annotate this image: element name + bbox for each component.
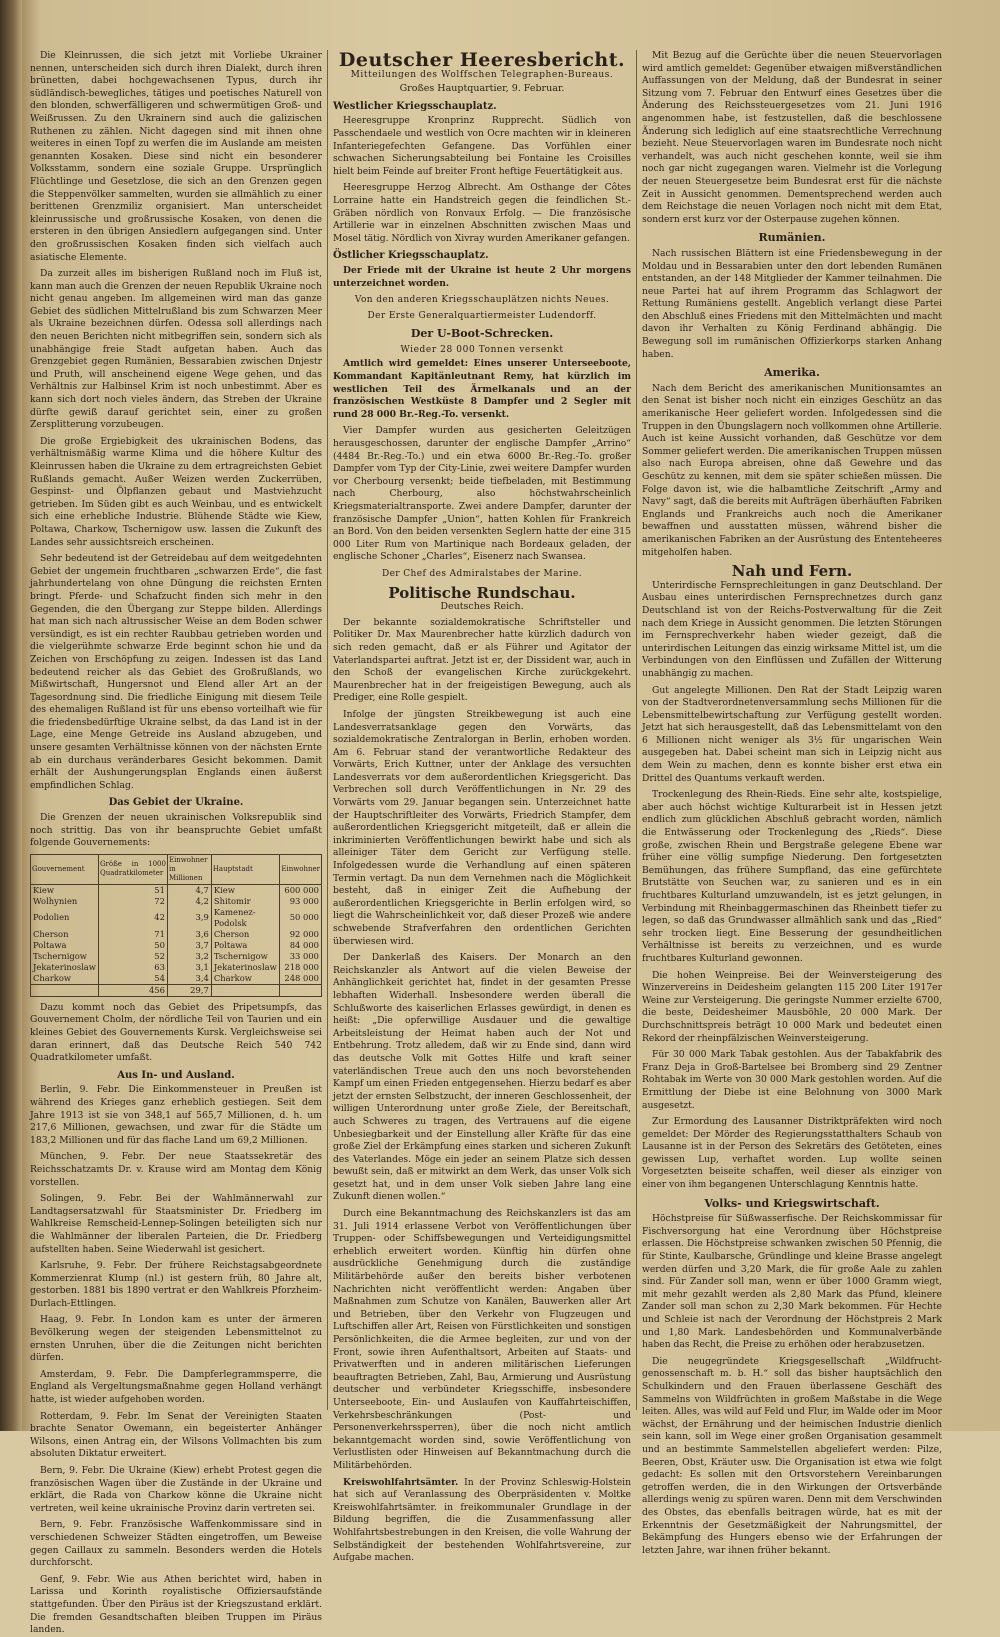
heeresbericht-paragraph: Heeresgruppe Herzog Albrecht. Am Osthange der Côtes Lorraine hatte ein Handstreich gegen die feindlichen St.-Gräben nördlich von Ronvaux Erfolg. — Die französische Artillerie war in einzelnen Abschnitten zwischen Maas und Mosel tätig. Nördlich von Xivray wurden Amerikaner gefangen.: [333, 182, 631, 244]
news-item: München, 9. Febr. Der neue Staatssekretär des Reichsschatzamts Dr. v. Krause wird am Montag dem König vorstellen.: [30, 1151, 322, 1188]
news-item: Rotterdam, 9. Febr. Im Senat der Vereinigten Staaten brachte Senator Owemann, ein begeisterter Anhänger Wilsons, einen Antrag ein, der Wilsons Vollmachten bis zum absoluten Diktatur erweitert.: [30, 1410, 322, 1460]
left-column: [30, 50, 322, 1636]
column-rule: [636, 50, 637, 1410]
ukraine-territory-heading: Das Gebiet der Ukraine.: [108, 797, 244, 809]
ukraine-territory-intro: Die Grenzen der neuen ukrainischen Volksrepublik sind noch strittig. Das von ihr beanspruchte Gebiet umfaßt folgende Gouvernements:: [30, 812, 322, 849]
table-header: Größe in 1000 Quadratkilometer: [98, 854, 167, 884]
table-cell: 3,9: [167, 907, 211, 929]
table-header: Gouvernement: [31, 854, 99, 884]
amerika-text: Nach dem Bericht des amerikanischen Munitionsamtes an den Senat ist bisher noch nicht ein einziges Geschütz an das amerikanische Heer geliefert worden. Infolgedessen sind die Truppen in den Übungslagern noch vollkommen ohne Artillerie. Auch ist keine Aussicht vorhanden, daß Geschütze vor dem Sommer geliefert werden. Die amerikanischen Truppen müssen also nach Europa abreisen, ohne daß Gewehre und das Geschütz zu kennen, mit dem sie später schießen müssen. Die Folge davon ist, wie die halbamtliche Zeitschrift „Army and Navy“ sagt, daß die bereits mit Aufträgen überhäuften Fabriken Englands und Frankreichs auch noch die Amerikaner bewaffnen und ausstatten müssen, während bisher die amerikanischen Fabriken an der Ausrüstung des Ententeheeres mitgeholfen haben.: [642, 382, 942, 558]
binding-edge: [0, 0, 22, 1431]
table-cell: 456: [98, 984, 167, 996]
table-cell: Kiew: [211, 884, 280, 896]
news-item: Amsterdam, 9. Febr. Die Dampferlegrammsperre, die England als Vergeltungsmaßnahme gegen Holland verhängt hatte, ist wieder aufgehoben worden.: [30, 1368, 322, 1406]
table-cell: 50: [98, 940, 167, 951]
politik-paragraph: Der Dankerlaß des Kaisers. Der Monarch an den Reichskanzler als Antwort auf die vielen Beweise der Anhänglichkeit gerichtet hat, findet in der gesamten Presse lebhaften Widerhall. Insbesondere werden überall die Schlußworte des kaiserlichen Erlasses gewürdigt, in denen es heißt: „Die opferwillige Ausdauer und die gewaltige Arbeitsleistung der Heimat haben auch der Not und Entbehrung. Trotz alledem, daß wir zu Ende sind, dann wird das deutsche Volk mit Gottes Hilfe und kraft seiner vaterländischen Treue auch den uns noch bevorstehenden Kampf um einen Frieden entgegensehen. Hierzu bedarf es aber jetzt der ernsten Selbstzucht, der inneren Geschlossenheit, der willigen Unterordnung unter große Ziele, der Bereitschaft, auch Schweres zu tragen, des Vertrauens auf die eigene Unbesiegbarkeit und der Einstellung aller Kräfte für das eine große Ziel der Erkämpfung eines starken und sicheren Zukunft des Vaterlandes. Möge ein jeder an seinem Platze sich dessen bewußt sein, daß er mitwirkt an dem Werk, das unser Volk sich gesetzt hat, und in dem unser Volk sieben Jahre lang eine Zukunft dienen wollen.“: [333, 952, 631, 1203]
politik-title: Politische Rundschau.: [388, 583, 576, 602]
uboot-lead: Amtlich wird gemeldet: Eines unserer Unterseeboote, Kommandant Kapitänleutnant Remy, hat kürzlich im westlichen Teil des Ärmelkanals und an der französischen Westküste 8 Dampfer und 2 Segler mit rund 28 000 Br.-Reg.-To. versenkt.: [333, 358, 631, 420]
kreiswohlfahrt-heading: Kreiswohlfahrtsämter.: [343, 1476, 459, 1488]
table-cell: [211, 984, 280, 996]
news-item: Karlsruhe, 9. Febr. Der frühere Reichstagsabgeordnete Kommerzienrat Klump (nl.) ist gestern früh, 80 Jahre alt, gestorben. 1881 bis 1890 vertrat er den Wahlkreis Pforzheim-Durlach-Ettlingen.: [30, 1260, 322, 1309]
east-front-text: Der Friede mit der Ukraine ist heute 2 Uhr morgens unterzeichnet worden.: [333, 264, 631, 289]
table-cell: 92 000: [280, 929, 322, 940]
table-cell: 42: [98, 907, 167, 929]
uboot-subtitle: Wieder 28 000 Tonnen versenkt: [400, 344, 564, 355]
table-cell: Cherson: [211, 929, 280, 940]
table-cell: Cherson: [31, 929, 99, 940]
table-cell: Charkow: [31, 973, 99, 985]
table-cell: Jekaterinoslaw: [211, 962, 280, 973]
west-front-heading: Westlicher Kriegsschauplatz.: [333, 100, 497, 112]
kreiswohlfahrt-text: In der Provinz Schleswig-Holstein hat sich auf Veranlassung des Oberpräsidenten v. Moltke Kreiswohlfahrtsämter. in freikommunaler Grundlage in der Bildung begriffen, die die Zusammenfassung aller Wohlfahrtsbestrebungen in den Kreisen, die volle Wahrung der Selbständigkeit der bestehenden Wohlfahrtsvereine, zur Aufgabe machen.: [333, 1476, 631, 1564]
right-column: [642, 50, 942, 1556]
amerika-heading: Amerika.: [764, 366, 820, 380]
table-cell: 4,2: [167, 896, 211, 907]
news-item: Bern, 9. Febr. Französische Waffenkommissare sind in verschiedenen Schweizer Städten eingetroffen, um Beweise gegen Caillaux zu sammeln. Besonders werden die Hotels durchforscht.: [30, 1519, 322, 1569]
nahfern-item: Zur Ermordung des Lausanner Distriktpräfekten wird noch gemeldet: Der Mörder des Regierungsstatthalters Schaub von Lausanne ist in der Person des Sekretärs des Getöteten, eines gewissen Lup, verhaftet worden. Lup wollte seinen Vorgesetzten beiseite schaffen, weil dieser als einziger von einer von ihm begangenen Unterschlagung Kenntnis hatte.: [642, 1116, 942, 1191]
news-item: Haag, 9. Febr. In London kam es unter der ärmeren Bevölkerung wegen der steigenden Lebensmittelnot zu ernsten Unruhen, über die die Zeitungen nicht berichten dürfen.: [30, 1314, 322, 1364]
table-cell: Wolhynien: [31, 896, 99, 907]
table-cell: 3,4: [167, 973, 211, 985]
table-cell: 248 000: [280, 973, 322, 985]
table-cell: 3,2: [167, 951, 211, 962]
table-cell: Jekaterinoslaw: [31, 962, 99, 973]
table-row: [31, 973, 322, 985]
inland-heading: Aus In- und Ausland.: [117, 1069, 235, 1081]
politik-paragraph: Der bekannte sozialdemokratische Schriftsteller und Politiker Dr. Max Maurenbrecher hatte kürzlich dadurch von sich reden gemacht, daß er als Führer und Agitator der Vaterlandspartei auftrat. Jetzt ist er, der Dissident war, auch in den Schoß der evangelischen Kirche zurückgekehrt. Maurenbrecher hat in der freigeistigen Bewegung, auch als Prediger, eine Rolle gespielt.: [333, 616, 631, 704]
ukraine-article-paragraph: Sehr bedeutend ist der Getreidebau auf dem weitgedehnten Gebiet der ungemein fruchtbaren „schwarzen Erde“, die fast jahrhundertelang von ohne Düngung die reichsten Ernten bringt. Pferde- und Schafzucht finden sich mehr in den Gegenden, die den Übergang zur Steppe bilden. Allerdings hat man sich nach altrussischer Weise an dem Boden schwer versündigt, es ist ein rechter Raubbau getrieben worden und die vielgerühmte schwarze Erde beginnt schon hie und da Zeichen von Erschöpfung zu zeigen. Indessen ist das Land bedeutend reicher als das Gebiet des Großrußlands, wo Mißwirtschaft, Hungersnot und Elend aller Art an der Tagesordnung sind. Die friedliche Einigung mit diesem Teile des ehemaligen Rußland ist für uns ebenso vorteilhaft wie für die friedensbedürftige Ukraine selbst, da das Land ist in der Lage, eine Menge Getreide ins Ausland abzugeben, und unsere gesamten Verhältnisse können von der nächsten Ernte ab ein durchaus veränderbares Gesicht bekommen. Damit erhält der Aushungerungsplan Englands einen äußerst empfindlichen Schlag.: [30, 553, 322, 791]
table-cell: Tschernigow: [31, 951, 99, 962]
table-cell: 3,7: [167, 940, 211, 951]
gouvernement-table-body: [31, 884, 322, 996]
table-row: [31, 896, 322, 907]
gouvernement-table: [30, 854, 322, 997]
table-cell: 33 000: [280, 951, 322, 962]
east-front-heading: Östlicher Kriegsschauplatz.: [333, 250, 489, 262]
table-cell: 84 000: [280, 940, 322, 951]
ukraine-article-paragraph: Die Kleinrussen, die sich jetzt mit Vorliebe Ukrainer nennen, unterscheiden sich durch ihren Dialekt, durch ihren brünetten, dabei hochgewachsenen Typus, durch ihr südländisch-bewegliches, tätiges und poetisches Naturell von den blonden, schwerfälligeren und schwermütigen Groß- und Weißrussen. Zu den Ukrainern sind auch die galizischen Ruthenen zu zählen. Nicht dagegen sind mit ihnen ohne weiteres in einen Topf zu werfen die im Auslande am meisten genannten Kosaken. Diese sind nicht ein besonderer Volksstamm, sondern eine soziale Gruppe. Ursprünglich Flüchtlinge und Gesetzlose, die sich an den Grenzen gegen die Steppenvölker sammelten, wurden sie allmählich zu einer berittenen Grenzmiliz organisiert. Man unterscheidet kleinrussische und großrussische Kosaken, von denen die ersteren in den übrigen Ansiedlern aufgegangen sind. Unter den großrussischen Kosaken finden sich vielfach auch asiatische Elemente.: [30, 50, 322, 263]
kreiswohlfahrt-paragraph: [333, 1477, 631, 1565]
nahfern-item: Trockenlegung des Rhein-Rieds. Eine sehr alte, kostspielige, aber auch höchst wichtige Kulturarbeit ist in Hessen jetzt endlich zum glücklichen Abschluß gebracht worden, nämlich die Entwässerung oder Trockenlegung des „Rieds“. Diese große, zwischen Rhein und Bergstraße gelegene Ebene war früher eine völlig sumpfige Niederung. Den fortgesetzten Bemühungen, das frühere Sumpfland, das eine gefürchtete Brutstätte von Seuchen war, zu sanieren und es in ein fruchtbares Kulturland umzuwandeln, ist es jetzt gelungen, in Verbindung mit Rheinbaggermaschinen das Rheinbett tiefer zu legen, so daß das Grundwasser allmählich sank und das „Ried“ sehr trocken liegt. Eine Besserung der gesundheitlichen Verhältnisse ist bereits zu verzeichnen, und es wurde fruchtbares Kulturland gewonnen.: [642, 789, 942, 964]
table-row: [31, 929, 322, 940]
table-cell: 29,7: [167, 984, 211, 996]
nahfern-heading: Nah und Fern.: [731, 562, 853, 581]
nahfern-item: Gut angelegte Millionen. Den Rat der Stadt Leipzig waren von der Stadtverordnetenversammlung sechs Millionen für die Lebensmittelbewirtschaftung zur Verfügung gestellt worden. Jetzt hat sich herausgestellt, daß das Lebensmittelamt von den 6 Millionen nicht weniger als 3½ für ungarischen Wein ausgegeben hat. Dabei scheint man sich in Leipzig nicht aus dem Wein zu machen, denn es konnte bisher erst etwa ein Drittel des Quantums verkauft werden.: [642, 684, 942, 784]
table-row: [31, 940, 322, 951]
table-cell: Tschernigow: [211, 951, 280, 962]
ukraine-article-paragraph: Die große Ergiebigkeit des ukrainischen Bodens, das verhältnismäßig warme Klima und die höhere Kultur des Kleinrussen haben die Ukraine zu dem ertragreichsten Gebiet Rußlands gemacht. Außer Weizen werden Zuckerrüben, Gespinst- und Ölpflanzen gebaut und Mastviehzucht getrieben. Im Süden gibt es auch Weinbau, und es entwickelt sich eine erhebliche Industrie. Blühende Städte wie Kiew, Poltawa, Charkow, Tschernigow usw. lassen die Zukunft des Landes sehr aussichtsreich erscheinen.: [30, 435, 322, 548]
nahfern-item: Die hohen Weinpreise. Bei der Weinversteigerung des Winzervereins in Deidesheim gelangten 115 200 Liter 1917er Weine zur Versteigerung. Die geringste Nummer erzielte 6700, die beste, Deidesheimer Mausböhle, 20 000 Mark. Der Durchschnittspreis beträgt 10 000 Mark und bedeutet einen Rekord der rheinpfälzischen Weinversteigerung.: [642, 969, 942, 1044]
table-cell: 50 000: [280, 907, 322, 929]
rumaenien-text: Nach russischen Blättern ist eine Friedensbewegung in der Moldau und in Bessarabien unter den dort lebenden Rumänen entstanden, an der 148 Mitglieder der Kammer teilnahmen. Die neue Partei hat auf ihrem Programm das Schlagwort der Rettung Rumäniens gestellt. Angeblich verlangt diese Partei den Abschluß eines Friedens mit den Mittelmächten und macht davon ihr Verhalten zu König Ferdinand abhängig. Die Bewegung soll im rumänischen Offizierkorps starken Anhang haben.: [642, 247, 942, 360]
table-header: Einwohner: [280, 854, 322, 884]
table-cell: Shitomir: [211, 896, 280, 907]
table-cell: Charkow: [211, 973, 280, 985]
nahfern-item: Für 30 000 Mark Tabak gestohlen. Aus der Tabakfabrik des Franz Deja in Groß-Bartelsee bei Bromberg sind 29 Zentner Rohtabak im Werte von 30 000 Mark gestohlen worden. Auf die Ermittlung der Diebe ist eine Belohnung von 3000 Mark ausgesetzt.: [642, 1049, 942, 1111]
table-cell: 63: [98, 962, 167, 973]
table-row: [31, 907, 322, 929]
table-cell: 4,7: [167, 884, 211, 896]
table-cell: 71: [98, 929, 167, 940]
news-item: Berlin, 9. Febr. Die Einkommensteuer in Preußen ist während des Krieges ganz erheblich gestiegen. Seit dem Jahre 1913 ist sie von 348,1 auf 565,7 Millionen, d. h. um 217,6 Millionen, gewachsen, und zwar für die Städte um 183,2 Millionen und für das flache Land um 69,2 Millionen.: [30, 1084, 322, 1146]
other-fronts-text: Von den anderen Kriegsschauplätzen nichts Neues.: [354, 295, 610, 306]
table-cell: Podolien: [31, 907, 99, 929]
table-cell: Kiew: [31, 884, 99, 896]
table-cell: Poltawa: [211, 940, 280, 951]
table-cell: 600 000: [280, 884, 322, 896]
table-row: [31, 884, 322, 896]
rumaenien-heading: Rumänien.: [758, 231, 826, 245]
heeresbericht-paragraph: Heeresgruppe Kronprinz Rupprecht. Südlich von Passchendaele und westlich von Ocre machten wir in kleineren Infanteriegefechten Gefangene. Das Vorfühlen einer schwachen Sicherungsabteilung bei Fontaine les Croisilles hielt beim Feinde auf breiter Front heftige Feuertätigkeit aus.: [333, 115, 631, 177]
table-cell: 52: [98, 951, 167, 962]
middle-column: [333, 49, 631, 1564]
table-cell: 93 000: [280, 896, 322, 907]
uboot-signature: Der Chef des Admiralstabes der Marine.: [381, 568, 583, 579]
table-cell: Poltawa: [31, 940, 99, 951]
table-cell: Kamenez-Podolsk: [211, 907, 280, 929]
table-cell: 54: [98, 973, 167, 985]
table-header: Hauptstadt: [211, 854, 280, 884]
news-item: Genf, 9. Febr. Wie aus Athen berichtet wird, haben in Larissa und Korinth royalistische Offiziersaufstände stattgefunden. Über den Piräus ist der Kriegszustand erklärt. Die fremden Gesandtschaften bleiben Truppen im Piräus landen.: [30, 1573, 322, 1636]
table-header: Einwohner in Millionen: [167, 854, 211, 884]
table-cell: 3,6: [167, 929, 211, 940]
politik-paragraph: Durch eine Bekanntmachung des Reichskanzlers ist das am 31. Juli 1914 erlassene Verbot von Veröffentlichungen über Truppen- oder Schiffsbewegungen und Verteidigungsmittel erheblich erweitert worden. Künftig hin dürfen ohne ausdrückliche Genehmigung durch die zuständige Militärbehörde außer den bereits bisher verbotenen Nachrichten nicht veröffentlicht werden: Angaben über Maßnahmen zum Schutze von Kanälen, Bauwerken aller Art und Betrieben, über den Verkehr von Flugzeugen und Luftschiffen aller Art, Reisen von Fürstlichkeiten und sonstigen Persönlichkeiten, die die Armee begleiten, zur und von der Front, sowie ihren Aufenthaltsort, Arbeiten auf Staats- und Privatwerften und in anderen militärischen Lieferungen beauftragten Betrieben, Zahl, Bau, Armierung und Ausrüstung deutscher und verbündeter Kriegsschiffe, insbesondere Unterseeboote, Ein- und Auslaufen von Kauffahrteischiffen, Verkehrsbeschränkungen (Post- und Personenverkehrssperren), über die noch nicht amtlich bekanntgemacht worden sind, sowie Veröffentlichung von Verlustlisten oder Hinweisen auf Bekanntmachung durch die Militärbehörden.: [333, 1208, 631, 1471]
table-cell: 72: [98, 896, 167, 907]
volkswirtschaft-item: Höchstpreise für Süßwasserfische. Der Reichskommissar für Fischversorgung hat eine Verordnung über Höchstpreise erlassen. Die Höchstpreise schwanken zwischen 50 Pfennig, die für Stinte, Kaulbarsche, Gründlinge und kleine Brasse angelegt werden dürfen und 3,20 Mark, die für große Aale zu zahlen sind. Für Zander soll man, wenn er über 1000 Gramm wiegt, mit mehr gezahlt werden als 2,80 Mark das Pfund, kleinere Zander soll man schon zu 2,30 Mark bekommen. Für Hechte und Schleie ist nach der Verordnung der Höchstpreis 2 Mark und 1,80 Mark. Landesbehörden und Kommunalverbände haben das Recht, die Preise zu erhöhen oder herabzusetzen.: [642, 1213, 942, 1351]
heeresbericht-title: Deutscher Heeresbericht.: [338, 49, 626, 71]
heeresbericht-dateline: Großes Hauptquartier, 9. Februar.: [399, 83, 565, 95]
volkswirtschaft-heading: Volks- und Kriegswirtschaft.: [704, 1196, 880, 1210]
politik-paragraph: Infolge der jüngsten Streikbewegung ist auch eine Landesverratsanklage gegen den Vorwärts, das sozialdemokratische Zentralorgan in Berlin, erhoben worden. Am 6. Februar stand der verantwortliche Redakteur des Vorwärts, Erich Kuttner, unter der Anklage des versuchten Landesverrats vor dem außerordentlichen Kriegsgericht. Das Verbrechen soll durch Veröffentlichungen in Nr. 29 des Vorwärts vom 29. Januar begangen sein. Unterzeichnet hatte der Hauptschriftleiter des Vorwärts, Friedrich Stampfer, dem außerordentlichen Kriegsgericht mitgeteilt, daß er allein die inkriminierten Veröffentlichungen bewirkt habe und sich als alleiniger Täter dem Gericht zur Verfügung stelle. Infolgedessen wurde die Verhandlung auf einen späteren Termin vertagt. Da nun dem Vernehmen nach die Möglichkeit besteht, daß in einiger Zeit die Aufhebung der außerordentlichen Kriegsgerichte in Berlin erfolgen wird, so liegt die Wahrscheinlichkeit vor, daß dieser Prozeß wie andere schwebende Strafverfahren den ordentlichen Gerichten überwiesen wird.: [333, 708, 631, 947]
heeresbericht-subtitle: Mitteilungen des Wolffschen Telegraphen-Bureaus.: [350, 69, 614, 80]
uboot-title: Der U-Boot-Schrecken.: [410, 327, 554, 341]
news-item: Solingen, 9. Febr. Bei der Wahlmännerwahl zur Landtagsersatzwahl für Staatsminister Dr. Friedberg im Wahlkreise Remscheid-Lennep-Solingen beteiligten sich nur die Wahlmänner der liberalen Parteien, die Dr. Friedberg aufstellten haben. Seine Wiederwahl ist gesichert.: [30, 1193, 322, 1255]
news-item: Bern, 9. Febr. Die Ukraine (Kiew) erhebt Protest gegen die französischen Wagen über die Zustände in der Ukraine und erklärt, die Rada von Charkow könne die Ukraine nicht vertreten, weil keine ukrainische Provinz darin vertreten sei.: [30, 1465, 322, 1514]
ukraine-article-paragraph: Da zurzeit alles im bisherigen Rußland noch im Fluß ist, kann man auch die Grenzen der neuen Republik Ukraine noch nicht genau angeben. Im allgemeinen wird man das ganze Gebiet des südlichen Mittelrußland bis zum Schwarzen Meer als Ukraine bezeichnen dürfen. Odessa soll allerdings nach den neuen Berichten nicht mitbegriffen sein, sondern sich als unabhängige freie Stadt aufgetan haben. Auch das Grenzgebiet gegen Rumänien, Bessarabien zwischen Dnjestr und Pruth, will anscheinend eigene Wege gehen, und das Verhältnis zur Halbinsel Krim ist noch unbestimmt. Aber es kann sich dort noch vieles ändern, das Streben der Ukraine dürfte gewiß darauf gerichtet sein, einer zu großen Zersplitterung vorzubeugen.: [30, 268, 322, 431]
column-rule: [327, 50, 328, 1410]
table-cell: 3,1: [167, 962, 211, 973]
uboot-paragraph: Vier Dampfer wurden aus gesicherten Geleitzügen herausgeschossen, darunter der englische Dampfer „Arrino“ (4484 Br.-Reg.-To.) und ein etwa 6000 Br.-Reg.-To. großer Dampfer vom Typ der City-Linie, zwei weitere Dampfer wurden vor Cherbourg versenkt; beide tiefbeladen, mit Bestimmung nach Cherbourg, also höchstwahrscheinlich Kriegsmaterialtransporte. Zwei andere Dampfer, darunter der französische Dampfer „Union“, hatten Kohlen für Frankreich an Bord. Von den beiden versenkten Seglern hatte der eine 315 000 Liter Rum von Martinique nach Bordeaux geladen, der englische Schoner „Charles“, Eisenerz nach Swansea.: [333, 425, 631, 563]
table-cell: [31, 984, 99, 996]
table-total-row: [31, 984, 322, 996]
table-cell: 51: [98, 884, 167, 896]
table-cell: 218 000: [280, 962, 322, 973]
steuer-paragraph: Mit Bezug auf die Gerüchte über die neuen Steuervorlagen wird amtlich gemeldet: Gegenüber etwaigen mißverständlichen Auffassungen von der Meldung, daß der Bundesrat in seiner Sitzung vom 7. Februar den Entwurf eines Gesetzes über die Änderung des Reichssteuergesetzes vom 21. Juni 1916 angenommen habe, ist festzustellen, daß die beschlossene Änderung sich lediglich auf eine staatsrechtliche Verrechnung bezieht. Neue Steuervorlagen waren im Bundesrate noch nicht verhandelt, was auch nicht geschehen konnte, weil sie ihm noch gar nicht zugegangen waren. Vielmehr ist die Vorlegung der neuen Steuergesetze beim Bundesrat erst für die nächste Zeit in Aussicht genommen. Dementsprechend werden auch dem Reichstage die neuen Vorlagen noch nicht mit dem Etat, sondern erst kurz vor der Osterpause zugehen können.: [642, 50, 942, 225]
inland-items: [30, 1084, 322, 1636]
ukraine-territory-after: Dazu kommt noch das Gebiet des Pripetsumpfs, das Gouvernement Cholm, der nördliche Teil von Taurien und ein kleines Gebiet des Gouvernements Kursk. Vergleichsweise sei daran erinnert, daß das Deutsche Reich 540 742 Quadratkilometer umfaßt.: [30, 1001, 322, 1064]
table-row: [31, 962, 322, 973]
volkswirtschaft-item: Die neugegründete Kriegsgesellschaft „Wildfrucht-genossenschaft m. b. H.“ soll das bisher hauptsächlich den Schulkindern und den Frauen überlassene Geschäft des Sammelns von Wildfrüchten in großem Maßstabe in die Wege leiten. Alles, was wild auf Feld und Flur, im Walde oder im Moor wächst, der Ernährung und der heimischen Industrie dienlich sein kann, soll im Wege einer großen Organisation gesammelt und an bestimmte Sammelstellen abgeliefert werden: Pilze, Beeren, Obst, Kräuter usw. Die Organisation ist etwa wie folgt gedacht: Es sollen mit den Ortsvorstehern Vereinbarungen getroffen werden, die in den Wirkungen der Ortsverbände allerdings wenig zu spüren waren. Denn mit dem Verschwinden des Obstes, das ebenfalls beitragen würde, hat es mit der Erkenntnis der Gesetzmäßigkeit der Nahrungsmittel, der Bekämpfung des Hungers ebenso wie der Erfahrungen der letzten Jahre, war ihnen früher bekannt.: [642, 1355, 942, 1556]
politik-subtitle: Deutsches Reich.: [440, 601, 524, 613]
table-row: [31, 951, 322, 962]
table-cell: [280, 984, 322, 996]
nahfern-item: Unterirdische Fernsprechleitungen in ganz Deutschland. Der Ausbau eines unterirdischen Fernsprechnetzes durch ganz Deutschland ist von der Reichs-Postverwaltung für die Zeit nach dem Kriege in Aussicht genommen. Die letzten Störungen im Fernsprechverkehr haben wieder gezeigt, daß die unterirdischen Leitungen das einzig wirksame Mittel ist, um die Verbindungen von den Einflüssen und Zufällen der Witterung unabhängig zu machen.: [642, 579, 942, 679]
heeresbericht-signature: Der Erste Generalquartiermeister Ludendorff.: [367, 310, 597, 321]
